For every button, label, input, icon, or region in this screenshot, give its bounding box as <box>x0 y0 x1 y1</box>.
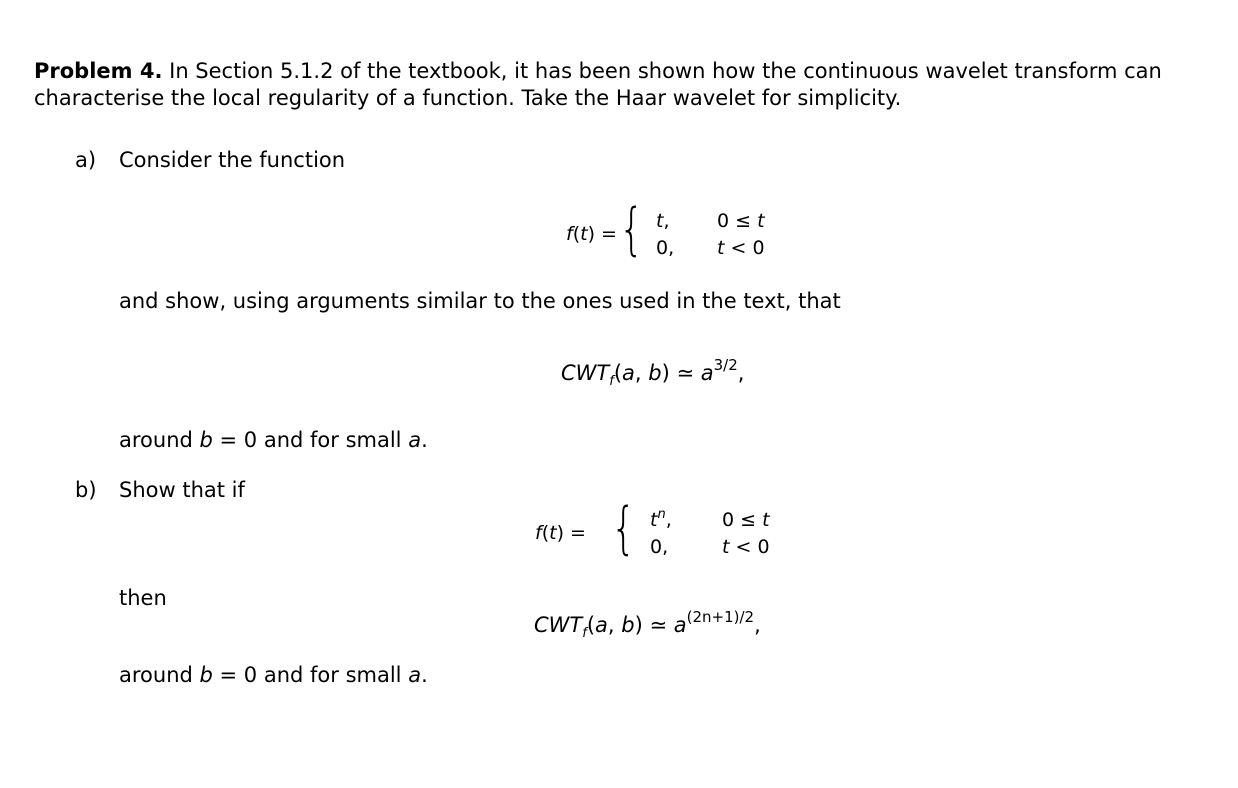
part-a-around: around b = 0 and for small a. <box>119 428 428 452</box>
problem-label: Problem 4. <box>34 59 163 83</box>
part-b-case2-condition: t < 0 <box>722 536 770 558</box>
problem-text-line1: In Section 5.1.2 of the textbook, it has been shown how the continuous wavelet transform can <box>169 59 1162 83</box>
part-b-intro: Show that if <box>119 478 245 502</box>
part-a-case2-condition: t < 0 <box>717 237 765 259</box>
part-a-case1-value: t, <box>656 210 670 232</box>
left-brace-b: { <box>611 496 636 561</box>
part-a-middle-text: and show, using arguments similar to the ones used in the text, that <box>119 289 841 313</box>
left-brace-a: { <box>619 197 644 262</box>
part-b-func-lhs: f(t) = <box>535 522 586 544</box>
part-b-case1-value: $t^n$, <box>650 507 672 531</box>
problem-text-line2: characterise the local regularity of a function. Take the Haar wavelet for simplicity. <box>34 86 902 110</box>
part-a-case2-value: 0, <box>656 237 675 259</box>
part-a-intro: Consider the function <box>119 148 346 172</box>
part-b-case1-condition: 0 ≤ t <box>722 509 770 531</box>
part-a-case1-condition: 0 ≤ t <box>717 210 765 232</box>
part-a-func-lhs: f(t) = <box>566 223 617 245</box>
part-b-exponent: (2n+1)/2 <box>686 608 755 626</box>
part-b-case2-value: 0, <box>650 536 669 558</box>
part-b-marker: b) <box>75 478 97 502</box>
part-a-result-equation: $CWT_f(a$, b) ≃ $a^{3/2}$, <box>561 356 745 389</box>
part-b-around: around b = 0 and for small a. <box>119 663 428 687</box>
part-b-then: then <box>119 586 167 610</box>
part-a-marker: a) <box>75 148 97 172</box>
part-b-result-equation: $CWT_f(a$, b) ≃ $a^{(2n+1)/2}$, <box>534 608 761 641</box>
part-a-exponent: 3/2 <box>713 356 738 374</box>
problem-statement-line1 <box>34 61 1162 82</box>
